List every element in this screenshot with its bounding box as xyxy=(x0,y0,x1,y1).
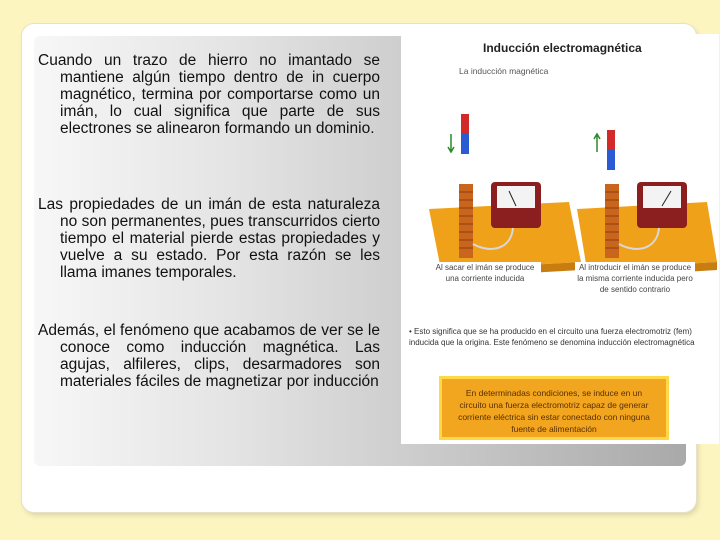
figure-subtitle: La inducción magnética xyxy=(459,66,549,76)
right-motion-arrow xyxy=(594,134,600,152)
paragraph-imanes-temporales: Las propiedades de un imán de esta naturaleza no son permanentes, pues transcurridos cierto tiempo el material pierde estas propiedades y vuelve a su estado. Por esta razón se les llama imanes temporales. xyxy=(38,196,380,281)
right-magnet-south xyxy=(607,150,615,170)
paragraph-induccion: Además, el fenómeno que acabamos de ver se le conoce como inducción magnética. Las agujas, alfileres, clips, desarmadores son materiales fáciles de magnetizar por inducción xyxy=(38,322,380,390)
left-coil xyxy=(459,184,473,258)
paragraph-2-block xyxy=(38,196,380,281)
paragraph-1-block xyxy=(38,52,380,137)
left-apparatus xyxy=(429,114,581,278)
right-apparatus xyxy=(577,130,717,278)
right-galvanometer-dial xyxy=(643,186,681,208)
left-galvanometer-dial xyxy=(497,186,535,208)
left-magnet-north xyxy=(461,114,469,134)
highlight-box: En determinadas condiciones, se induce en un circuito una fuerza electromotriz capaz de generar corriente eléctrica sin estar conectado con ninguna fuente de alimentación xyxy=(439,376,669,440)
induction-note: • Esto significa que se ha producido en el circuito una fuerza electromotriz (fem) inducida que la origina. Este fenómeno se denomina inducción electromagnética xyxy=(409,327,695,347)
figure-title: Inducción electromagnética xyxy=(483,41,642,55)
caption-left: Al sacar el imán se produce una corriente inducida xyxy=(429,262,541,284)
paragraph-3-block xyxy=(38,322,380,390)
induction-figure xyxy=(401,34,719,444)
induction-note-text: Esto significa que se ha producido en el circuito una fuerza electromotriz (fem) inducida que la origina. Este fenómeno se denomina inducción electromagnética xyxy=(409,327,695,347)
left-magnet-south xyxy=(461,134,469,154)
left-motion-arrow xyxy=(448,134,454,152)
paragraph-dominio: Cuando un trazo de hierro no imantado se mantiene algún tiempo dentro de in cuerpo magnético, termina por comportarse como un imán, lo cual significa que parte de sus electrones se alinearon formando un dominio. xyxy=(38,52,380,137)
caption-right: Al introducir el imán se produce la misma corriente inducida pero de sentido contrario xyxy=(575,262,695,295)
right-magnet-north xyxy=(607,130,615,150)
right-coil xyxy=(605,184,619,258)
